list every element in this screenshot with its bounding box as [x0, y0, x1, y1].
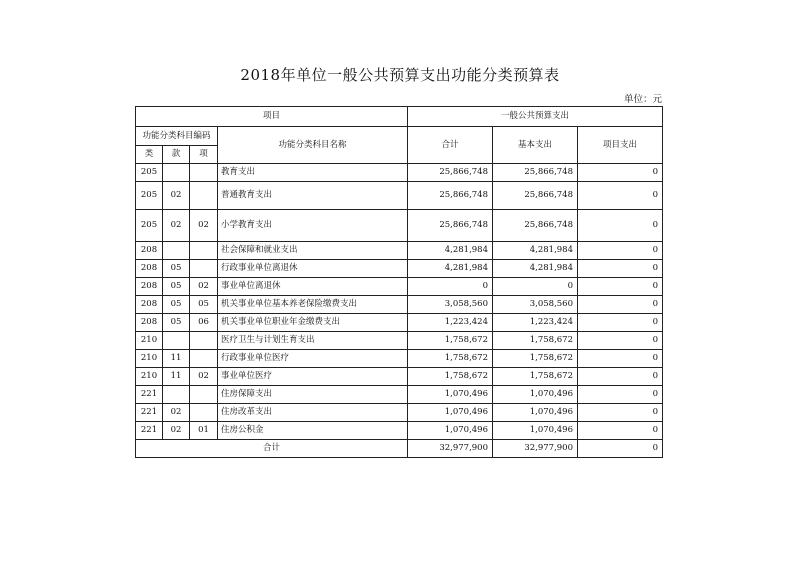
cell-project: 0	[578, 182, 663, 210]
cell-total: 25,866,748	[408, 210, 493, 242]
cell-basic: 1,070,496	[493, 422, 578, 440]
header-lei: 类	[136, 146, 163, 164]
cell-lei: 221	[136, 404, 163, 422]
table-row	[136, 404, 663, 422]
cell-xiang: 05	[190, 296, 218, 314]
cell-project: 0	[578, 404, 663, 422]
cell-lei: 208	[136, 260, 163, 278]
table-row	[136, 296, 663, 314]
cell-project: 0	[578, 210, 663, 242]
cell-name: 行政事业单位医疗	[218, 350, 408, 368]
cell-project: 0	[578, 422, 663, 440]
table-row	[136, 422, 663, 440]
cell-project: 0	[578, 350, 663, 368]
cell-total: 1,070,496	[408, 404, 493, 422]
cell-basic: 1,070,496	[493, 386, 578, 404]
cell-kuan: 02	[163, 182, 190, 210]
cell-project: 0	[578, 278, 663, 296]
cell-name: 机关事业单位基本养老保险缴费支出	[218, 296, 408, 314]
table-row	[136, 314, 663, 332]
table-row	[136, 210, 663, 242]
cell-basic: 3,058,560	[493, 296, 578, 314]
cell-lei: 208	[136, 296, 163, 314]
cell-basic: 1,758,672	[493, 332, 578, 350]
cell-lei: 210	[136, 350, 163, 368]
table-row	[136, 164, 663, 182]
cell-kuan: 02	[163, 404, 190, 422]
cell-total: 1,070,496	[408, 422, 493, 440]
page-title: 2018年单位一般公共预算支出功能分类预算表	[240, 66, 560, 84]
cell-basic: 25,866,748	[493, 210, 578, 242]
header-xiang: 项	[190, 146, 218, 164]
cell-lei: 221	[136, 386, 163, 404]
cell-xiang	[190, 182, 218, 210]
header-budget: 一般公共预算支出	[408, 107, 663, 127]
cell-lei: 221	[136, 422, 163, 440]
cell-xiang: 02	[190, 278, 218, 296]
cell-basic: 4,281,984	[493, 260, 578, 278]
header-code-group: 功能分类科目编码	[136, 127, 218, 146]
cell-kuan: 05	[163, 314, 190, 332]
cell-kuan	[163, 164, 190, 182]
cell-lei: 210	[136, 368, 163, 386]
cell-basic: 4,281,984	[493, 242, 578, 260]
table-row	[136, 350, 663, 368]
cell-kuan: 11	[163, 368, 190, 386]
table-row	[136, 332, 663, 350]
header-basic: 基本支出	[493, 127, 578, 164]
cell-basic: 1,758,672	[493, 350, 578, 368]
cell-total: 1,070,496	[408, 386, 493, 404]
table-row	[136, 260, 663, 278]
cell-lei: 205	[136, 164, 163, 182]
cell-kuan	[163, 386, 190, 404]
cell-total: 25,866,748	[408, 164, 493, 182]
cell-lei: 208	[136, 314, 163, 332]
cell-basic: 1,223,424	[493, 314, 578, 332]
header-name: 功能分类科目名称	[218, 127, 408, 164]
cell-name: 住房改革支出	[218, 404, 408, 422]
cell-xiang: 01	[190, 422, 218, 440]
cell-project: 0	[578, 164, 663, 182]
cell-name: 社会保障和就业支出	[218, 242, 408, 260]
cell-name: 事业单位离退休	[218, 278, 408, 296]
cell-xiang	[190, 260, 218, 278]
cell-name: 住房保障支出	[218, 386, 408, 404]
cell-lei: 208	[136, 242, 163, 260]
cell-project: 0	[578, 386, 663, 404]
cell-basic: 1,070,496	[493, 404, 578, 422]
table-row	[136, 368, 663, 386]
cell-xiang	[190, 350, 218, 368]
header-project: 项目支出	[578, 127, 663, 164]
cell-total: 4,281,984	[408, 260, 493, 278]
cell-kuan: 02	[163, 210, 190, 242]
cell-xiang	[190, 332, 218, 350]
cell-basic: 25,866,748	[493, 182, 578, 210]
cell-project: 0	[578, 296, 663, 314]
table-row	[136, 182, 663, 210]
header-kuan: 款	[163, 146, 190, 164]
cell-lei: 210	[136, 332, 163, 350]
cell-basic: 1,758,672	[493, 368, 578, 386]
total-project: 0	[578, 440, 663, 458]
table-row	[136, 386, 663, 404]
cell-name: 教育支出	[218, 164, 408, 182]
cell-total: 0	[408, 278, 493, 296]
header-total: 合计	[408, 127, 493, 164]
cell-kuan	[163, 242, 190, 260]
total-row	[136, 440, 663, 458]
table-row	[136, 278, 663, 296]
total-total: 32,977,900	[408, 440, 493, 458]
cell-kuan: 05	[163, 260, 190, 278]
cell-lei: 205	[136, 182, 163, 210]
cell-total: 1,758,672	[408, 350, 493, 368]
cell-total: 3,058,560	[408, 296, 493, 314]
cell-name: 事业单位医疗	[218, 368, 408, 386]
cell-xiang: 02	[190, 210, 218, 242]
cell-kuan: 05	[163, 296, 190, 314]
cell-xiang: 06	[190, 314, 218, 332]
cell-xiang	[190, 386, 218, 404]
cell-name: 住房公积金	[218, 422, 408, 440]
cell-project: 0	[578, 368, 663, 386]
total-basic: 32,977,900	[493, 440, 578, 458]
cell-total: 4,281,984	[408, 242, 493, 260]
cell-total: 1,223,424	[408, 314, 493, 332]
cell-xiang	[190, 242, 218, 260]
cell-basic: 25,866,748	[493, 164, 578, 182]
total-label: 合计	[136, 440, 408, 458]
cell-total: 1,758,672	[408, 368, 493, 386]
cell-total: 1,758,672	[408, 332, 493, 350]
cell-basic: 0	[493, 278, 578, 296]
cell-kuan	[163, 332, 190, 350]
cell-total: 25,866,748	[408, 182, 493, 210]
cell-name: 机关事业单位职业年金缴费支出	[218, 314, 408, 332]
cell-name: 行政事业单位离退休	[218, 260, 408, 278]
cell-project: 0	[578, 314, 663, 332]
cell-kuan: 11	[163, 350, 190, 368]
unit-label: 单位：元	[623, 94, 662, 105]
cell-lei: 205	[136, 210, 163, 242]
cell-name: 普通教育支出	[218, 182, 408, 210]
cell-project: 0	[578, 332, 663, 350]
cell-project: 0	[578, 242, 663, 260]
header-item: 项目	[136, 107, 408, 127]
cell-name: 医疗卫生与计划生育支出	[218, 332, 408, 350]
cell-xiang: 02	[190, 368, 218, 386]
cell-lei: 208	[136, 278, 163, 296]
budget-table	[135, 106, 663, 458]
cell-name: 小学教育支出	[218, 210, 408, 242]
cell-xiang	[190, 164, 218, 182]
cell-project: 0	[578, 260, 663, 278]
table-row	[136, 242, 663, 260]
cell-kuan: 02	[163, 422, 190, 440]
cell-kuan: 05	[163, 278, 190, 296]
cell-xiang	[190, 404, 218, 422]
